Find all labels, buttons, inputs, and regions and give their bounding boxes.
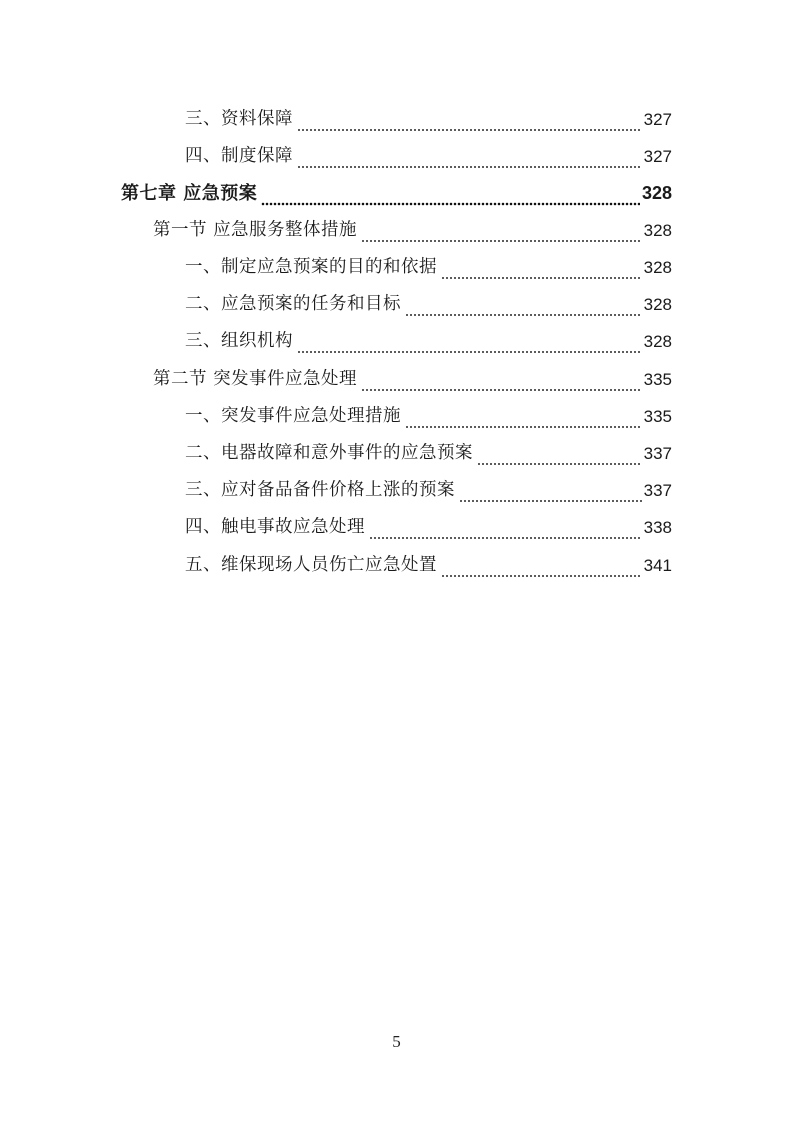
toc-entry[interactable] (185, 138, 672, 175)
toc-entry[interactable] (185, 472, 672, 509)
dot-leader (297, 334, 642, 360)
toc-entry-page: 328 (643, 295, 672, 314)
toc-entry-page: 335 (643, 407, 672, 426)
dot-leader (477, 446, 642, 472)
toc-entry-title: 三、应对备品备件价格上涨的预案 (185, 480, 455, 500)
toc-entry-page: 338 (643, 518, 672, 537)
toc-entry-title: 一、突发事件应急处理措施 (185, 406, 401, 426)
toc-entry[interactable] (185, 323, 672, 360)
toc-entry-page: 328 (641, 183, 672, 203)
toc-entry[interactable] (185, 398, 672, 435)
toc-entry-title: 五、维保现场人员伤亡应急处置 (185, 555, 437, 575)
dot-leader (361, 372, 642, 398)
toc-entry-page: 337 (643, 481, 672, 500)
toc-entry-title: 三、资料保障 (185, 109, 293, 129)
toc-entry-page: 328 (643, 332, 672, 351)
toc-entry[interactable] (185, 286, 672, 323)
dot-leader (361, 223, 642, 249)
toc-entry[interactable] (185, 547, 672, 584)
dot-leader (297, 112, 642, 138)
toc-entry-page: 328 (643, 258, 672, 277)
page-number: 5 (392, 1032, 401, 1051)
toc-entry[interactable] (185, 101, 672, 138)
toc-entry[interactable] (185, 435, 672, 472)
dot-leader (441, 260, 642, 286)
toc-entry-page: 328 (643, 221, 672, 240)
dot-leader (261, 186, 640, 212)
toc-entry-title: 三、组织机构 (185, 331, 293, 351)
toc-entry-title: 第二节 突发事件应急处理 (153, 369, 358, 389)
dot-leader (405, 297, 642, 323)
toc-entry-title: 四、制度保障 (185, 146, 293, 166)
dot-leader (369, 520, 642, 546)
toc-section-entry[interactable] (153, 361, 672, 398)
toc-entry-title: 第一节 应急服务整体措施 (153, 220, 358, 240)
toc-entry[interactable] (185, 509, 672, 546)
toc-entry-title: 四、触电事故应急处理 (185, 517, 365, 537)
toc-entry-page: 341 (643, 556, 672, 575)
toc-entry-page: 337 (643, 444, 672, 463)
toc-entry-title: 第七章 应急预案 (121, 183, 258, 204)
dot-leader (459, 483, 642, 509)
toc-entry[interactable] (185, 249, 672, 286)
toc-entry-page: 327 (643, 110, 672, 129)
toc-section-entry[interactable] (153, 212, 672, 249)
dot-leader (297, 149, 642, 175)
toc-entry-title: 二、电器故障和意外事件的应急预案 (185, 443, 473, 463)
toc-entry-page: 327 (643, 147, 672, 166)
toc-chapter-entry[interactable] (121, 175, 672, 212)
toc-entry-title: 二、应急预案的任务和目标 (185, 294, 401, 314)
toc-entry-page: 335 (643, 370, 672, 389)
dot-leader (441, 558, 642, 584)
toc-entry-title: 一、制定应急预案的目的和依据 (185, 257, 437, 277)
dot-leader (405, 409, 642, 435)
